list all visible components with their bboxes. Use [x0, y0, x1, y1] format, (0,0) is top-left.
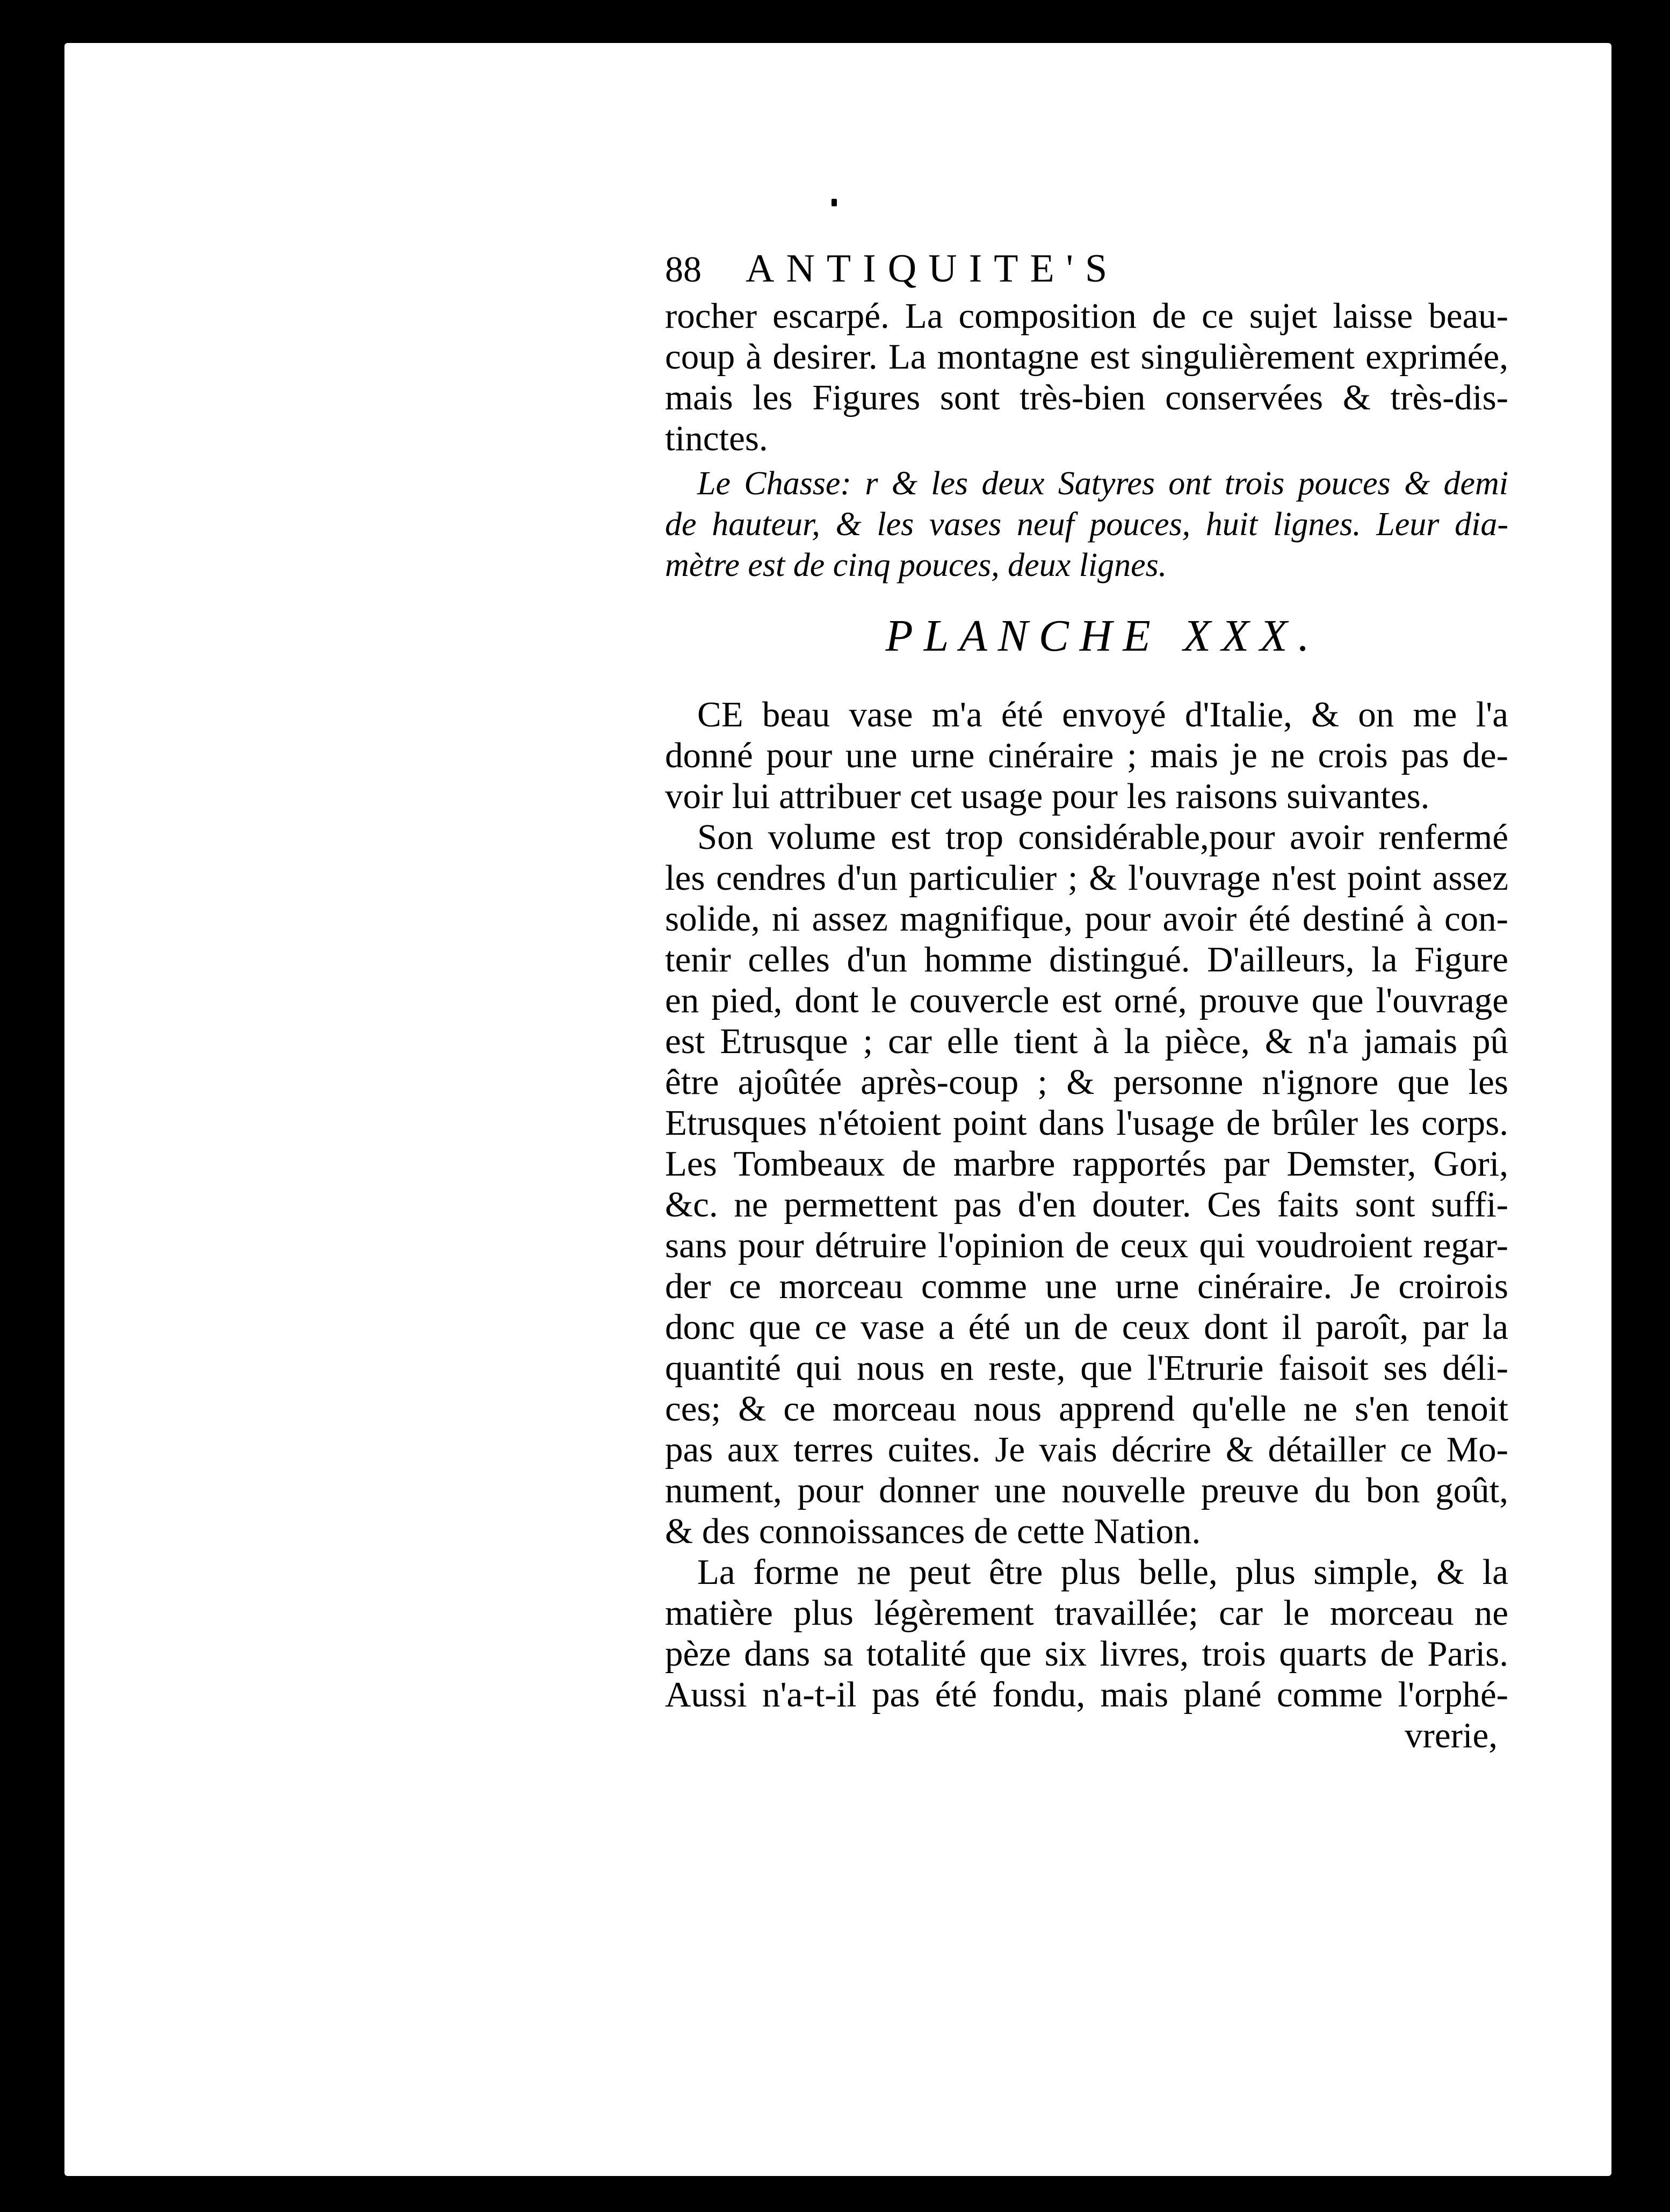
text-line: CE beau vase m'a été envoyé d'Italie, & on me l'a [697, 695, 1508, 734]
text-line: coup à desirer. La montagne est singulièrement exprimée, [665, 337, 1508, 377]
text-line: Son volume est trop considérable,pour avoir renfermé [697, 817, 1508, 857]
text-line: tenir celles d'un homme distingué. D'ailleurs, la Figure [665, 940, 1508, 979]
text-line: Etrusques n'étoient point dans l'usage de brûler les corps. [665, 1103, 1508, 1143]
text-line: solide, ni assez magnifique, pour avoir été destiné à con- [665, 899, 1508, 939]
italic-line: de hauteur, & les vases neuf pouces, huit lignes. Leur dia- [665, 506, 1508, 543]
text-line: pèze dans sa totalité que six livres, trois quarts de Paris. [665, 1634, 1508, 1674]
text-line: quantité qui nous en reste, que l'Etrurie faisoit ses déli- [665, 1348, 1508, 1388]
text-line: & des connoissances de cette Nation. [665, 1511, 1201, 1551]
text-line: der ce morceau comme une urne cinéraire. Je croirois [665, 1266, 1508, 1306]
text-line: sans pour détruire l'opinion de ceux qui voudroient regar- [665, 1226, 1508, 1265]
running-head [665, 242, 1508, 296]
text-line: pas aux terres cuites. Je vais décrire & détailler ce Mo- [665, 1430, 1508, 1469]
text-line: La forme ne peut être plus belle, plus simple, & la [697, 1552, 1508, 1592]
text-line: Les Tombeaux de marbre rapportés par Demster, Gori, [665, 1144, 1508, 1184]
ink-speck [832, 199, 837, 206]
text-line: nument, pour donner une nouvelle preuve du bon goût, [665, 1471, 1508, 1510]
italic-line: Le Chasse: r & les deux Satyres ont trois pouces & demi [697, 465, 1508, 502]
text-line: &c. ne permettent pas d'en douter. Ces faits sont suffi- [665, 1185, 1508, 1224]
italic-note [665, 463, 1508, 586]
paragraph-1 [665, 694, 1508, 817]
paragraph-3 [665, 1552, 1508, 1715]
text-line: les cendres d'un particulier ; & l'ouvrage n'est point assez [665, 858, 1508, 898]
text-line: donné pour une urne cinéraire ; mais je ne crois pas de- [665, 736, 1508, 775]
text-line: rocher escarpé. La composition de ce sujet laisse beau- [665, 296, 1508, 336]
text-column [665, 242, 1508, 1756]
text-line: matière plus légèrement travaillée; car le morceau ne [665, 1593, 1508, 1633]
text-line: est Etrusque ; car elle tient à la pièce, & n'a jamais pû [665, 1021, 1508, 1061]
book-page [64, 43, 1611, 2176]
text-line: mais les Figures sont très-bien conservées & très-dis- [665, 378, 1508, 417]
page-number: 88 [665, 249, 702, 290]
text-line: Aussi n'a-t-il pas été fondu, mais plané comme l'orphé- [665, 1675, 1508, 1714]
paragraph-continuation [665, 296, 1508, 459]
text-line: voir lui attribuer cet usage pour les raisons suivantes. [665, 776, 1430, 816]
text-line: en pied, dont le couvercle est orné, prouve que l'ouvrage [665, 981, 1508, 1020]
section-heading: PLANCHE XXX. [885, 611, 1320, 661]
text-line: tinctes. [665, 419, 768, 458]
text-line: être ajoûtée après-coup ; & personne n'ignore que les [665, 1062, 1508, 1102]
catchword: vrerie, [1405, 1716, 1498, 1755]
text-line: donc que ce vase a été un de ceux dont il paroît, par la [665, 1307, 1508, 1347]
running-title: ANTIQUITE'S [746, 247, 1119, 291]
text-line: ces; & ce morceau nous apprend qu'elle ne s'en tenoit [665, 1389, 1508, 1429]
italic-line: mètre est de cinq pouces, deux lignes. [665, 547, 1167, 583]
paragraph-2 [665, 817, 1508, 1552]
